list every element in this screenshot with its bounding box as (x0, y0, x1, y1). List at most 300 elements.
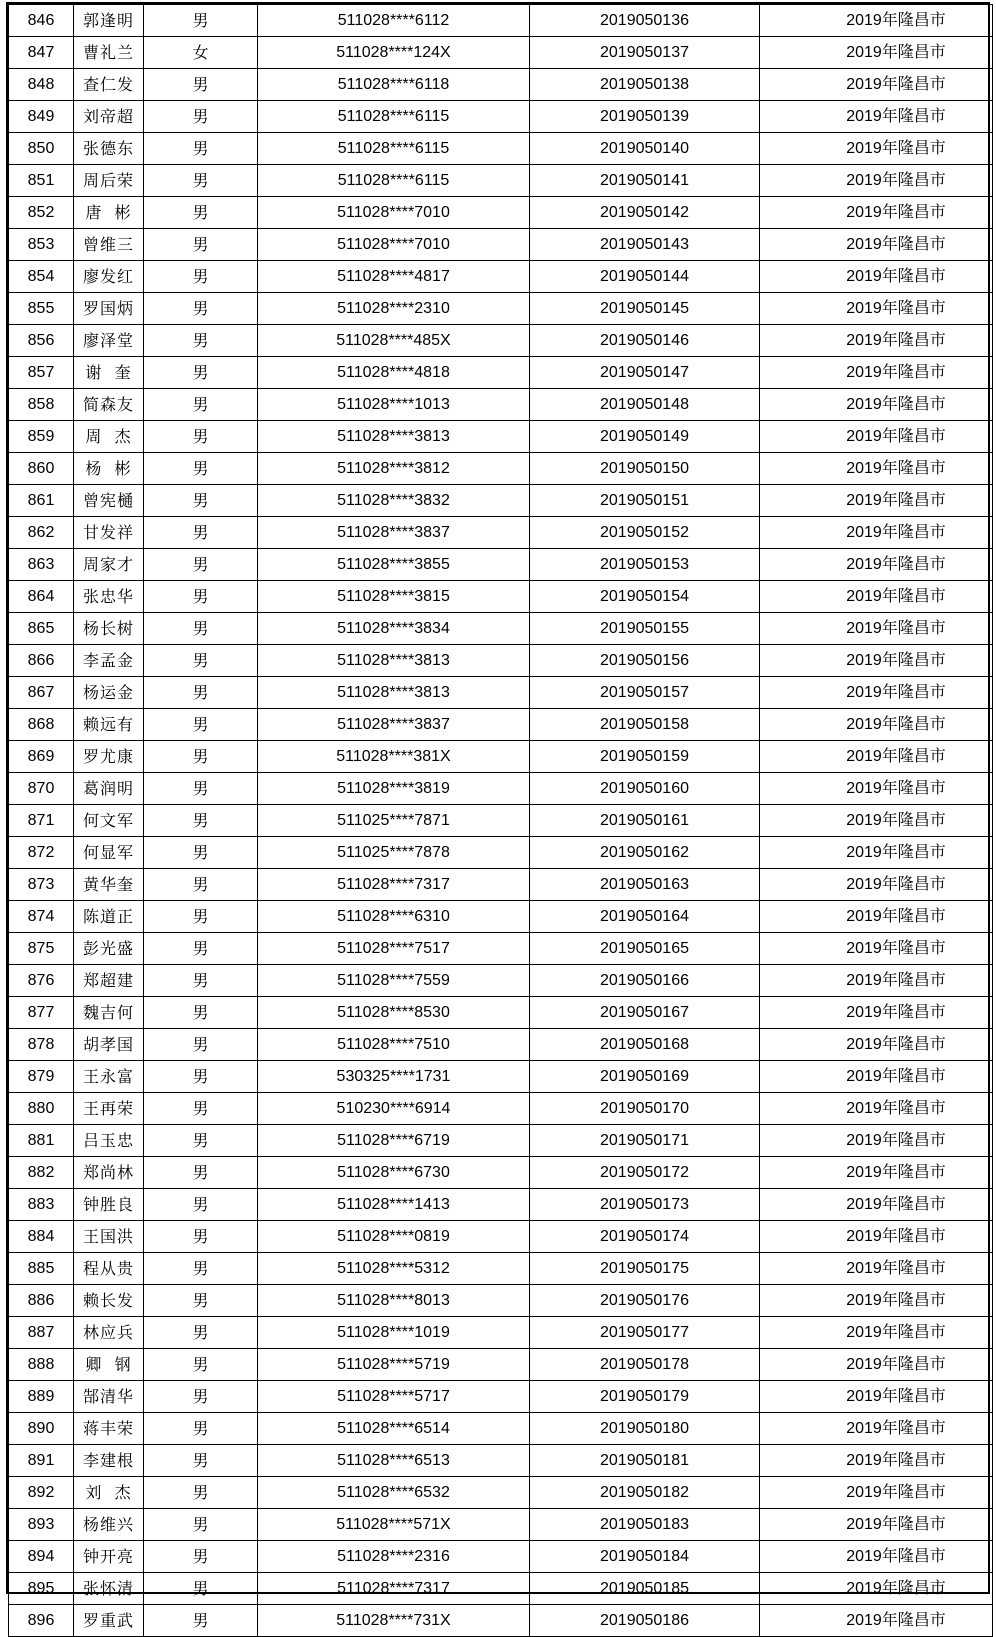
id-number-cell: 511028****3837 (258, 517, 530, 549)
batch-cell: 2019年隆昌市 (760, 549, 993, 581)
table-row (9, 133, 993, 165)
id-number-cell: 511028****3813 (258, 421, 530, 453)
sex-cell: 男 (144, 421, 258, 453)
record-code-cell: 2019050159 (530, 741, 760, 773)
id-number-cell: 511028****6115 (258, 133, 530, 165)
record-code-cell: 2019050155 (530, 613, 760, 645)
batch-cell: 2019年隆昌市 (760, 965, 993, 997)
record-code-cell: 2019050146 (530, 325, 760, 357)
roster-sheet (6, 2, 990, 1630)
table-row (9, 101, 993, 133)
row-number-cell: 876 (9, 965, 74, 997)
batch-cell: 2019年隆昌市 (760, 421, 993, 453)
row-number-cell: 896 (9, 1605, 74, 1637)
row-number-cell: 872 (9, 837, 74, 869)
row-number-cell: 864 (9, 581, 74, 613)
name-cell: 吕玉忠 (74, 1125, 144, 1157)
record-code-cell: 2019050161 (530, 805, 760, 837)
id-number-cell: 511028****8530 (258, 997, 530, 1029)
id-number-cell: 511028****5717 (258, 1381, 530, 1413)
record-code-cell: 2019050149 (530, 421, 760, 453)
id-number-cell: 511028****4818 (258, 357, 530, 389)
sex-cell: 男 (144, 645, 258, 677)
table-row (9, 517, 993, 549)
row-number-cell: 887 (9, 1317, 74, 1349)
record-code-cell: 2019050158 (530, 709, 760, 741)
name-cell: 曾宪樋 (74, 485, 144, 517)
record-code-cell: 2019050142 (530, 197, 760, 229)
table-row (9, 1189, 993, 1221)
batch-cell: 2019年隆昌市 (760, 517, 993, 549)
row-number-cell: 855 (9, 293, 74, 325)
table-row (9, 1477, 993, 1509)
record-code-cell: 2019050170 (530, 1093, 760, 1125)
id-number-cell: 511028****0819 (258, 1221, 530, 1253)
record-code-cell: 2019050151 (530, 485, 760, 517)
row-number-cell: 850 (9, 133, 74, 165)
batch-cell: 2019年隆昌市 (760, 933, 993, 965)
table-row (9, 1509, 993, 1541)
batch-cell: 2019年隆昌市 (760, 901, 993, 933)
name-cell: 杨运金 (74, 677, 144, 709)
record-code-cell: 2019050137 (530, 37, 760, 69)
batch-cell: 2019年隆昌市 (760, 1221, 993, 1253)
id-number-cell: 511028****3834 (258, 613, 530, 645)
id-number-cell: 511028****6719 (258, 1125, 530, 1157)
sex-cell: 男 (144, 1253, 258, 1285)
sex-cell: 女 (144, 37, 258, 69)
name-cell: 张德东 (74, 133, 144, 165)
sex-cell: 男 (144, 613, 258, 645)
batch-cell: 2019年隆昌市 (760, 1125, 993, 1157)
name-cell: 唐 彬 (74, 197, 144, 229)
table-row (9, 485, 993, 517)
sex-cell: 男 (144, 1477, 258, 1509)
batch-cell: 2019年隆昌市 (760, 165, 993, 197)
table-row (9, 869, 993, 901)
record-code-cell: 2019050139 (530, 101, 760, 133)
name-cell: 钟开亮 (74, 1541, 144, 1573)
table-row (9, 357, 993, 389)
id-number-cell: 511028****571X (258, 1509, 530, 1541)
table-row (9, 453, 993, 485)
name-cell: 卿 钢 (74, 1349, 144, 1381)
sex-cell: 男 (144, 741, 258, 773)
record-code-cell: 2019050175 (530, 1253, 760, 1285)
record-code-cell: 2019050171 (530, 1125, 760, 1157)
batch-cell: 2019年隆昌市 (760, 453, 993, 485)
row-number-cell: 867 (9, 677, 74, 709)
row-number-cell: 886 (9, 1285, 74, 1317)
row-number-cell: 861 (9, 485, 74, 517)
batch-cell: 2019年隆昌市 (760, 293, 993, 325)
batch-cell: 2019年隆昌市 (760, 1029, 993, 1061)
record-code-cell: 2019050164 (530, 901, 760, 933)
batch-cell: 2019年隆昌市 (760, 1509, 993, 1541)
row-number-cell: 891 (9, 1445, 74, 1477)
row-number-cell: 883 (9, 1189, 74, 1221)
name-cell: 郑超建 (74, 965, 144, 997)
name-cell: 郑尚林 (74, 1157, 144, 1189)
row-number-cell: 882 (9, 1157, 74, 1189)
id-number-cell: 511028****7010 (258, 229, 530, 261)
name-cell: 廖泽堂 (74, 325, 144, 357)
record-code-cell: 2019050186 (530, 1605, 760, 1637)
id-number-cell: 511028****7559 (258, 965, 530, 997)
batch-cell: 2019年隆昌市 (760, 869, 993, 901)
table-row (9, 197, 993, 229)
name-cell: 查仁发 (74, 69, 144, 101)
record-code-cell: 2019050138 (530, 69, 760, 101)
name-cell: 简森友 (74, 389, 144, 421)
name-cell: 彭光盛 (74, 933, 144, 965)
table-row (9, 1253, 993, 1285)
row-number-cell: 879 (9, 1061, 74, 1093)
record-code-cell: 2019050150 (530, 453, 760, 485)
record-code-cell: 2019050162 (530, 837, 760, 869)
name-cell: 谢 奎 (74, 357, 144, 389)
sex-cell: 男 (144, 1413, 258, 1445)
table-row (9, 421, 993, 453)
table-row (9, 901, 993, 933)
record-code-cell: 2019050183 (530, 1509, 760, 1541)
id-number-cell: 511025****7871 (258, 805, 530, 837)
name-cell: 赖长发 (74, 1285, 144, 1317)
sex-cell: 男 (144, 133, 258, 165)
id-number-cell: 511028****7317 (258, 1573, 530, 1605)
sex-cell: 男 (144, 1445, 258, 1477)
sex-cell: 男 (144, 1349, 258, 1381)
row-number-cell: 846 (9, 5, 74, 37)
table-row (9, 1029, 993, 1061)
id-number-cell: 511028****6310 (258, 901, 530, 933)
row-number-cell: 852 (9, 197, 74, 229)
id-number-cell: 530325****1731 (258, 1061, 530, 1093)
id-number-cell: 511028****6112 (258, 5, 530, 37)
batch-cell: 2019年隆昌市 (760, 485, 993, 517)
name-cell: 曾维三 (74, 229, 144, 261)
id-number-cell: 511028****3819 (258, 773, 530, 805)
batch-cell: 2019年隆昌市 (760, 325, 993, 357)
sex-cell: 男 (144, 293, 258, 325)
row-number-cell: 856 (9, 325, 74, 357)
table-row (9, 293, 993, 325)
name-cell: 何文军 (74, 805, 144, 837)
table-row (9, 613, 993, 645)
batch-cell: 2019年隆昌市 (760, 1093, 993, 1125)
id-number-cell: 511028****2310 (258, 293, 530, 325)
record-code-cell: 2019050169 (530, 1061, 760, 1093)
table-row (9, 677, 993, 709)
table-row (9, 965, 993, 997)
row-number-cell: 851 (9, 165, 74, 197)
record-code-cell: 2019050178 (530, 1349, 760, 1381)
table-row (9, 1157, 993, 1189)
record-code-cell: 2019050140 (530, 133, 760, 165)
batch-cell: 2019年隆昌市 (760, 1605, 993, 1637)
name-cell: 刘 杰 (74, 1477, 144, 1509)
id-number-cell: 511028****3855 (258, 549, 530, 581)
name-cell: 廖发红 (74, 261, 144, 293)
id-number-cell: 511028****1413 (258, 1189, 530, 1221)
id-number-cell: 511025****7878 (258, 837, 530, 869)
name-cell: 郭逢明 (74, 5, 144, 37)
record-code-cell: 2019050180 (530, 1413, 760, 1445)
batch-cell: 2019年隆昌市 (760, 389, 993, 421)
batch-cell: 2019年隆昌市 (760, 1381, 993, 1413)
name-cell: 甘发祥 (74, 517, 144, 549)
batch-cell: 2019年隆昌市 (760, 357, 993, 389)
table-row (9, 1445, 993, 1477)
table-row (9, 1125, 993, 1157)
sex-cell: 男 (144, 197, 258, 229)
row-number-cell: 877 (9, 997, 74, 1029)
batch-cell: 2019年隆昌市 (760, 1157, 993, 1189)
table-row (9, 1413, 993, 1445)
sex-cell: 男 (144, 1381, 258, 1413)
sex-cell: 男 (144, 517, 258, 549)
roster-table (8, 4, 993, 1637)
name-cell: 李建根 (74, 1445, 144, 1477)
batch-cell: 2019年隆昌市 (760, 101, 993, 133)
sex-cell: 男 (144, 69, 258, 101)
record-code-cell: 2019050182 (530, 1477, 760, 1509)
row-number-cell: 878 (9, 1029, 74, 1061)
sex-cell: 男 (144, 1221, 258, 1253)
name-cell: 张怀清 (74, 1573, 144, 1605)
sex-cell: 男 (144, 389, 258, 421)
row-number-cell: 862 (9, 517, 74, 549)
record-code-cell: 2019050181 (530, 1445, 760, 1477)
sex-cell: 男 (144, 1573, 258, 1605)
name-cell: 王永富 (74, 1061, 144, 1093)
record-code-cell: 2019050163 (530, 869, 760, 901)
batch-cell: 2019年隆昌市 (760, 709, 993, 741)
sex-cell: 男 (144, 1317, 258, 1349)
id-number-cell: 511028****6118 (258, 69, 530, 101)
row-number-cell: 865 (9, 613, 74, 645)
record-code-cell: 2019050136 (530, 5, 760, 37)
sex-cell: 男 (144, 997, 258, 1029)
record-code-cell: 2019050148 (530, 389, 760, 421)
id-number-cell: 511028****6532 (258, 1477, 530, 1509)
name-cell: 王再荣 (74, 1093, 144, 1125)
record-code-cell: 2019050172 (530, 1157, 760, 1189)
name-cell: 钟胜良 (74, 1189, 144, 1221)
table-row (9, 389, 993, 421)
sex-cell: 男 (144, 1093, 258, 1125)
row-number-cell: 890 (9, 1413, 74, 1445)
batch-cell: 2019年隆昌市 (760, 5, 993, 37)
sex-cell: 男 (144, 805, 258, 837)
id-number-cell: 510230****6914 (258, 1093, 530, 1125)
batch-cell: 2019年隆昌市 (760, 229, 993, 261)
id-number-cell: 511028****3832 (258, 485, 530, 517)
sex-cell: 男 (144, 357, 258, 389)
row-number-cell: 871 (9, 805, 74, 837)
name-cell: 程从贵 (74, 1253, 144, 1285)
batch-cell: 2019年隆昌市 (760, 773, 993, 805)
name-cell: 胡孝国 (74, 1029, 144, 1061)
id-number-cell: 511028****8013 (258, 1285, 530, 1317)
row-number-cell: 885 (9, 1253, 74, 1285)
row-number-cell: 854 (9, 261, 74, 293)
table-row (9, 933, 993, 965)
id-number-cell: 511028****1013 (258, 389, 530, 421)
batch-cell: 2019年隆昌市 (760, 261, 993, 293)
row-number-cell: 880 (9, 1093, 74, 1125)
batch-cell: 2019年隆昌市 (760, 1317, 993, 1349)
sex-cell: 男 (144, 709, 258, 741)
id-number-cell: 511028****4817 (258, 261, 530, 293)
id-number-cell: 511028****3813 (258, 645, 530, 677)
table-row (9, 261, 993, 293)
table-row (9, 1093, 993, 1125)
batch-cell: 2019年隆昌市 (760, 1445, 993, 1477)
record-code-cell: 2019050143 (530, 229, 760, 261)
table-row (9, 5, 993, 37)
id-number-cell: 511028****5719 (258, 1349, 530, 1381)
row-number-cell: 888 (9, 1349, 74, 1381)
record-code-cell: 2019050177 (530, 1317, 760, 1349)
sex-cell: 男 (144, 549, 258, 581)
id-number-cell: 511028****485X (258, 325, 530, 357)
name-cell: 郜清华 (74, 1381, 144, 1413)
id-number-cell: 511028****6513 (258, 1445, 530, 1477)
record-code-cell: 2019050156 (530, 645, 760, 677)
record-code-cell: 2019050152 (530, 517, 760, 549)
row-number-cell: 873 (9, 869, 74, 901)
id-number-cell: 511028****381X (258, 741, 530, 773)
sex-cell: 男 (144, 229, 258, 261)
table-row (9, 1541, 993, 1573)
row-number-cell: 875 (9, 933, 74, 965)
id-number-cell: 511028****7010 (258, 197, 530, 229)
name-cell: 杨长树 (74, 613, 144, 645)
row-number-cell: 859 (9, 421, 74, 453)
row-number-cell: 857 (9, 357, 74, 389)
id-number-cell: 511028****2316 (258, 1541, 530, 1573)
row-number-cell: 895 (9, 1573, 74, 1605)
name-cell: 罗国炳 (74, 293, 144, 325)
record-code-cell: 2019050176 (530, 1285, 760, 1317)
record-code-cell: 2019050174 (530, 1221, 760, 1253)
row-number-cell: 848 (9, 69, 74, 101)
row-number-cell: 853 (9, 229, 74, 261)
batch-cell: 2019年隆昌市 (760, 1541, 993, 1573)
name-cell: 何显军 (74, 837, 144, 869)
sex-cell: 男 (144, 1285, 258, 1317)
record-code-cell: 2019050147 (530, 357, 760, 389)
batch-cell: 2019年隆昌市 (760, 37, 993, 69)
id-number-cell: 511028****7317 (258, 869, 530, 901)
id-number-cell: 511028****1019 (258, 1317, 530, 1349)
table-row (9, 997, 993, 1029)
name-cell: 刘帝超 (74, 101, 144, 133)
batch-cell: 2019年隆昌市 (760, 69, 993, 101)
batch-cell: 2019年隆昌市 (760, 1349, 993, 1381)
table-row (9, 1605, 993, 1637)
row-number-cell: 847 (9, 37, 74, 69)
sex-cell: 男 (144, 1509, 258, 1541)
sex-cell: 男 (144, 1605, 258, 1637)
sex-cell: 男 (144, 677, 258, 709)
record-code-cell: 2019050154 (530, 581, 760, 613)
name-cell: 葛润明 (74, 773, 144, 805)
name-cell: 林应兵 (74, 1317, 144, 1349)
batch-cell: 2019年隆昌市 (760, 677, 993, 709)
sex-cell: 男 (144, 261, 258, 293)
batch-cell: 2019年隆昌市 (760, 1061, 993, 1093)
table-row (9, 837, 993, 869)
record-code-cell: 2019050168 (530, 1029, 760, 1061)
sex-cell: 男 (144, 1157, 258, 1189)
name-cell: 李孟金 (74, 645, 144, 677)
batch-cell: 2019年隆昌市 (760, 997, 993, 1029)
table-row (9, 69, 993, 101)
sex-cell: 男 (144, 773, 258, 805)
table-row (9, 1221, 993, 1253)
record-code-cell: 2019050165 (530, 933, 760, 965)
record-code-cell: 2019050167 (530, 997, 760, 1029)
id-number-cell: 511028****6115 (258, 101, 530, 133)
sex-cell: 男 (144, 485, 258, 517)
row-number-cell: 874 (9, 901, 74, 933)
row-number-cell: 858 (9, 389, 74, 421)
table-row (9, 805, 993, 837)
name-cell: 曹礼兰 (74, 37, 144, 69)
name-cell: 杨 彬 (74, 453, 144, 485)
table-row (9, 581, 993, 613)
sex-cell: 男 (144, 1125, 258, 1157)
sex-cell: 男 (144, 101, 258, 133)
table-row (9, 1317, 993, 1349)
row-number-cell: 889 (9, 1381, 74, 1413)
row-number-cell: 863 (9, 549, 74, 581)
id-number-cell: 511028****7510 (258, 1029, 530, 1061)
name-cell: 周 杰 (74, 421, 144, 453)
id-number-cell: 511028****6115 (258, 165, 530, 197)
name-cell: 蒋丰荣 (74, 1413, 144, 1445)
row-number-cell: 893 (9, 1509, 74, 1541)
sex-cell: 男 (144, 5, 258, 37)
record-code-cell: 2019050166 (530, 965, 760, 997)
sex-cell: 男 (144, 453, 258, 485)
batch-cell: 2019年隆昌市 (760, 133, 993, 165)
table-row (9, 709, 993, 741)
row-number-cell: 869 (9, 741, 74, 773)
record-code-cell: 2019050144 (530, 261, 760, 293)
roster-body (9, 5, 993, 1637)
table-row (9, 549, 993, 581)
table-row (9, 325, 993, 357)
batch-cell: 2019年隆昌市 (760, 1189, 993, 1221)
name-cell: 周后荣 (74, 165, 144, 197)
id-number-cell: 511028****7517 (258, 933, 530, 965)
row-number-cell: 866 (9, 645, 74, 677)
table-row (9, 37, 993, 69)
table-row (9, 741, 993, 773)
id-number-cell: 511028****3837 (258, 709, 530, 741)
id-number-cell: 511028****3813 (258, 677, 530, 709)
batch-cell: 2019年隆昌市 (760, 1477, 993, 1509)
id-number-cell: 511028****3815 (258, 581, 530, 613)
sex-cell: 男 (144, 1189, 258, 1221)
record-code-cell: 2019050179 (530, 1381, 760, 1413)
row-number-cell: 881 (9, 1125, 74, 1157)
row-number-cell: 894 (9, 1541, 74, 1573)
table-row (9, 773, 993, 805)
